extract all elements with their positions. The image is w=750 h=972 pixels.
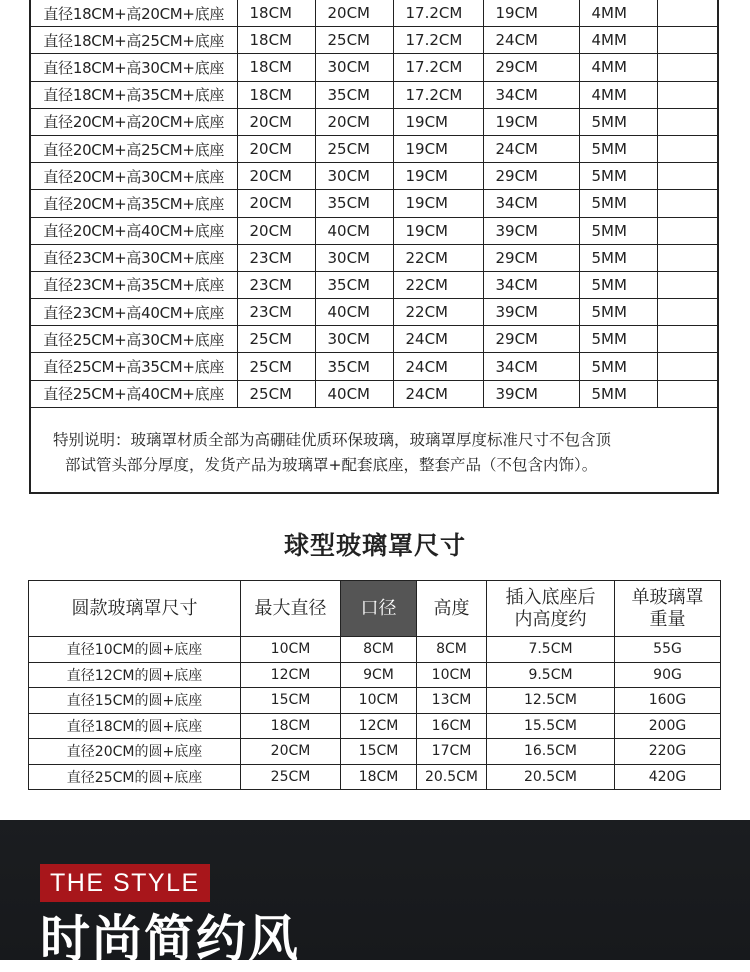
style-title: 时尚简约风 (40, 910, 300, 968)
table-row (31, 81, 717, 108)
sphere-header-row (29, 581, 721, 637)
sphere-value-cell: 8CM (341, 637, 417, 663)
spec-value-cell: 4MM (579, 0, 657, 27)
sphere-section-title: 球型玻璃罩尺寸 (283, 531, 466, 560)
spec-value-cell: 4MM (579, 81, 657, 108)
spec-value-cell: 29CM (483, 54, 579, 81)
spec-value-cell: 17.2CM (393, 27, 483, 54)
spec-value-cell: 24CM (393, 353, 483, 380)
spec-value-cell: 29CM (483, 244, 579, 271)
spec-value-cell: 22CM (393, 244, 483, 271)
spec-value-cell: 34CM (483, 190, 579, 217)
spec-value-cell: 23CM (237, 244, 315, 271)
sphere-name-cell: 直径18CM的圆+底座 (29, 713, 241, 739)
spec-name-cell: 直径25CM+高30CM+底座 (31, 326, 237, 353)
table-row (31, 108, 717, 135)
header-weight-line2: 重量 (649, 608, 686, 630)
header-weight-line1: 单玻璃罩 (631, 586, 704, 608)
table-row (31, 244, 717, 271)
spec-value-cell: 20CM (237, 190, 315, 217)
sphere-value-cell: 15CM (341, 739, 417, 765)
spec-value-cell: 19CM (393, 108, 483, 135)
sphere-value-cell: 18CM (241, 713, 341, 739)
sphere-name-cell: 直径20CM的圆+底座 (29, 739, 241, 765)
spec-value-cell: 40CM (315, 217, 393, 244)
sphere-value-cell: 9CM (341, 662, 417, 688)
spec-value-cell: 25CM (315, 27, 393, 54)
spec-value-cell: 24CM (393, 380, 483, 407)
spec-value-cell: 39CM (483, 217, 579, 244)
cylinder-spec-grid (31, 0, 717, 408)
table-row (31, 0, 717, 27)
spec-value-cell: 18CM (237, 0, 315, 27)
table-row (31, 135, 717, 162)
spec-value-cell: 20CM (237, 135, 315, 162)
spec-value-cell (657, 326, 717, 353)
style-badge: THE STYLE (40, 864, 210, 902)
spec-value-cell: 20CM (237, 108, 315, 135)
style-banner (0, 820, 750, 968)
spec-value-cell (657, 108, 717, 135)
sphere-value-cell: 200G (615, 713, 721, 739)
sphere-name-cell: 直径15CM的圆+底座 (29, 688, 241, 714)
spec-value-cell: 22CM (393, 299, 483, 326)
table-row (31, 163, 717, 190)
table-row (29, 739, 721, 765)
spec-value-cell: 18CM (237, 54, 315, 81)
spec-value-cell: 25CM (315, 135, 393, 162)
spec-value-cell: 5MM (579, 190, 657, 217)
spec-value-cell (657, 163, 717, 190)
spec-value-cell: 20CM (315, 108, 393, 135)
spec-name-cell: 直径23CM+高35CM+底座 (31, 271, 237, 298)
spec-value-cell: 18CM (237, 81, 315, 108)
spec-value-cell: 19CM (393, 135, 483, 162)
header-weight (615, 581, 721, 637)
spec-name-cell: 直径18CM+高30CM+底座 (31, 54, 237, 81)
header-round-size: 圆款玻璃罩尺寸 (29, 581, 241, 637)
sphere-value-cell: 90G (615, 662, 721, 688)
spec-value-cell (657, 217, 717, 244)
spec-value-cell: 5MM (579, 326, 657, 353)
sphere-value-cell: 160G (615, 688, 721, 714)
spec-value-cell (657, 0, 717, 27)
spec-value-cell: 35CM (315, 81, 393, 108)
special-note-line2: 部试管头部分厚度，发货产品为玻璃罩+配套底座，整套产品（不包含内饰）。 (65, 456, 598, 474)
spec-value-cell: 19CM (393, 163, 483, 190)
sphere-value-cell: 25CM (241, 764, 341, 790)
spec-value-cell: 25CM (237, 380, 315, 407)
table-row (31, 217, 717, 244)
sphere-value-cell: 15CM (241, 688, 341, 714)
spec-value-cell: 5MM (579, 163, 657, 190)
spec-value-cell: 5MM (579, 353, 657, 380)
spec-value-cell: 17.2CM (393, 54, 483, 81)
sphere-name-cell: 直径25CM的圆+底座 (29, 764, 241, 790)
spec-value-cell: 24CM (483, 135, 579, 162)
special-note-line1: 特别说明：玻璃罩材质全部为高硼硅优质环保玻璃，玻璃罩厚度标准尺寸不包含顶 (53, 431, 612, 449)
spec-value-cell: 5MM (579, 380, 657, 407)
spec-value-cell: 39CM (483, 299, 579, 326)
spec-value-cell: 5MM (579, 135, 657, 162)
spec-value-cell (657, 271, 717, 298)
spec-value-cell: 20CM (237, 163, 315, 190)
spec-name-cell: 直径20CM+高25CM+底座 (31, 135, 237, 162)
sphere-value-cell: 20.5CM (487, 764, 615, 790)
sphere-value-cell: 20.5CM (417, 764, 487, 790)
spec-value-cell: 19CM (483, 0, 579, 27)
sphere-value-cell: 18CM (341, 764, 417, 790)
table-row (29, 688, 721, 714)
spec-value-cell: 4MM (579, 54, 657, 81)
sphere-value-cell: 17CM (417, 739, 487, 765)
spec-value-cell: 19CM (483, 108, 579, 135)
spec-value-cell (657, 27, 717, 54)
spec-value-cell: 34CM (483, 81, 579, 108)
spec-value-cell: 29CM (483, 326, 579, 353)
table-row (31, 299, 717, 326)
spec-name-cell: 直径23CM+高30CM+底座 (31, 244, 237, 271)
table-row (29, 637, 721, 663)
table-row (31, 326, 717, 353)
spec-value-cell: 4MM (579, 27, 657, 54)
table-row (31, 190, 717, 217)
header-inner-height (487, 581, 615, 637)
spec-value-cell: 30CM (315, 326, 393, 353)
spec-name-cell: 直径20CM+高30CM+底座 (31, 163, 237, 190)
spec-value-cell: 25CM (237, 353, 315, 380)
spec-value-cell (657, 380, 717, 407)
spec-value-cell (657, 135, 717, 162)
spec-name-cell: 直径20CM+高20CM+底座 (31, 108, 237, 135)
spec-value-cell: 30CM (315, 54, 393, 81)
spec-value-cell: 19CM (393, 190, 483, 217)
table-row (31, 380, 717, 407)
spec-value-cell: 40CM (315, 299, 393, 326)
cylinder-spec-table (29, 0, 719, 494)
spec-value-cell (657, 353, 717, 380)
spec-name-cell: 直径20CM+高35CM+底座 (31, 190, 237, 217)
table-row (31, 353, 717, 380)
table-row (29, 662, 721, 688)
spec-value-cell: 17.2CM (393, 0, 483, 27)
spec-value-cell: 17.2CM (393, 81, 483, 108)
spec-value-cell: 24CM (393, 326, 483, 353)
sphere-value-cell: 16.5CM (487, 739, 615, 765)
sphere-value-cell: 13CM (417, 688, 487, 714)
spec-value-cell: 35CM (315, 190, 393, 217)
spec-value-cell: 5MM (579, 271, 657, 298)
spec-value-cell: 39CM (483, 380, 579, 407)
table-row (29, 713, 721, 739)
spec-name-cell: 直径18CM+高20CM+底座 (31, 0, 237, 27)
spec-value-cell: 34CM (483, 271, 579, 298)
spec-value-cell: 5MM (579, 299, 657, 326)
table-row (31, 27, 717, 54)
sphere-value-cell: 16CM (417, 713, 487, 739)
spec-value-cell (657, 299, 717, 326)
sphere-value-cell: 20CM (241, 739, 341, 765)
spec-value-cell: 23CM (237, 271, 315, 298)
spec-value-cell: 35CM (315, 353, 393, 380)
sphere-value-cell: 10CM (417, 662, 487, 688)
table-row (29, 764, 721, 790)
sphere-value-cell: 420G (615, 764, 721, 790)
header-inner-height-line2: 内高度约 (514, 608, 587, 630)
sphere-value-cell: 7.5CM (487, 637, 615, 663)
sphere-value-cell: 10CM (341, 688, 417, 714)
spec-name-cell: 直径18CM+高35CM+底座 (31, 81, 237, 108)
spec-name-cell: 直径20CM+高40CM+底座 (31, 217, 237, 244)
sphere-spec-table (28, 580, 721, 790)
sphere-name-cell: 直径12CM的圆+底座 (29, 662, 241, 688)
spec-value-cell: 5MM (579, 108, 657, 135)
sphere-name-cell: 直径10CM的圆+底座 (29, 637, 241, 663)
sphere-value-cell: 8CM (417, 637, 487, 663)
spec-value-cell: 5MM (579, 244, 657, 271)
spec-value-cell: 20CM (237, 217, 315, 244)
spec-value-cell: 40CM (315, 380, 393, 407)
header-mouth-diameter: 口径 (341, 581, 417, 637)
spec-value-cell: 30CM (315, 163, 393, 190)
sphere-value-cell: 55G (615, 637, 721, 663)
spec-value-cell: 18CM (237, 27, 315, 54)
spec-value-cell: 19CM (393, 217, 483, 244)
header-max-diameter: 最大直径 (241, 581, 341, 637)
sphere-value-cell: 15.5CM (487, 713, 615, 739)
sphere-value-cell: 220G (615, 739, 721, 765)
spec-value-cell: 30CM (315, 244, 393, 271)
spec-value-cell: 29CM (483, 163, 579, 190)
spec-name-cell: 直径23CM+高40CM+底座 (31, 299, 237, 326)
special-note (53, 428, 703, 478)
spec-value-cell: 25CM (237, 326, 315, 353)
spec-name-cell: 直径25CM+高40CM+底座 (31, 380, 237, 407)
spec-name-cell: 直径25CM+高35CM+底座 (31, 353, 237, 380)
spec-value-cell: 5MM (579, 217, 657, 244)
sphere-value-cell: 9.5CM (487, 662, 615, 688)
spec-value-cell: 35CM (315, 271, 393, 298)
table-row (31, 271, 717, 298)
sphere-value-cell: 10CM (241, 637, 341, 663)
spec-value-cell (657, 190, 717, 217)
spec-value-cell: 20CM (315, 0, 393, 27)
table-row (31, 54, 717, 81)
spec-value-cell: 23CM (237, 299, 315, 326)
spec-value-cell (657, 244, 717, 271)
spec-value-cell (657, 81, 717, 108)
header-height: 高度 (417, 581, 487, 637)
header-inner-height-line1: 插入底座后 (505, 586, 596, 608)
spec-value-cell: 22CM (393, 271, 483, 298)
spec-value-cell: 34CM (483, 353, 579, 380)
sphere-value-cell: 12.5CM (487, 688, 615, 714)
spec-name-cell: 直径18CM+高25CM+底座 (31, 27, 237, 54)
sphere-value-cell: 12CM (341, 713, 417, 739)
spec-value-cell (657, 54, 717, 81)
spec-value-cell: 24CM (483, 27, 579, 54)
sphere-value-cell: 12CM (241, 662, 341, 688)
